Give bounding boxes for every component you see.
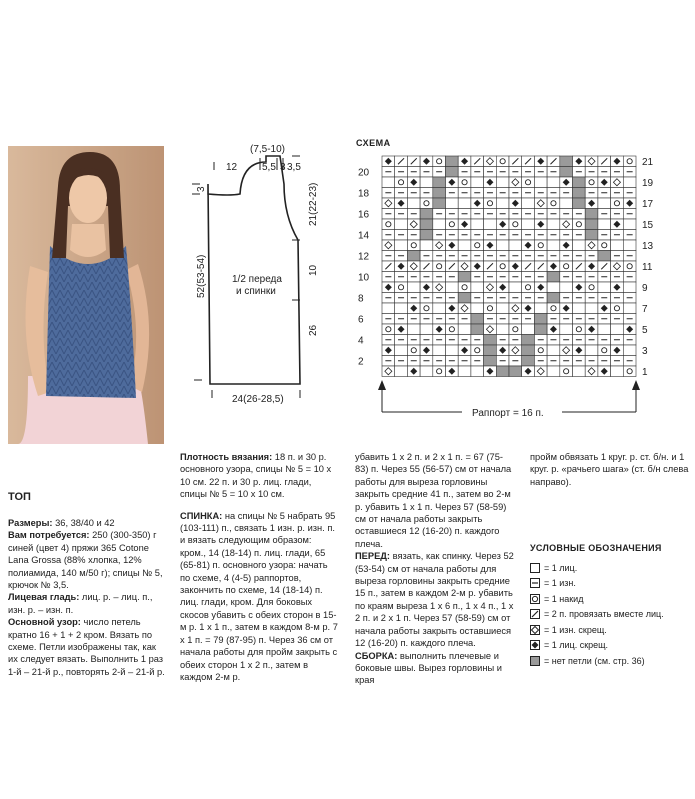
chart-cell xyxy=(420,230,433,241)
chart-cell xyxy=(407,198,420,209)
assembly-label: СБОРКА: xyxy=(355,650,398,661)
chart-cell xyxy=(560,282,573,293)
row-label-left: 20 xyxy=(358,167,370,179)
chart-cell xyxy=(496,156,509,167)
chart-cell xyxy=(496,240,509,251)
chart-cell xyxy=(446,282,459,293)
col4-value: пройм обвязать 1 круг. р. ст. б/н. и 1 круг. р. «рачьего шага» (ст. б/н слева направо). xyxy=(530,452,689,487)
need-label: Вам потребуется: xyxy=(8,530,90,541)
legend-item-label: = 2 п. провязать вместе лиц. xyxy=(544,609,664,620)
row-label-right: 3 xyxy=(642,346,648,357)
chart-cell xyxy=(623,177,636,188)
chart-cell xyxy=(382,324,395,335)
row-label-right: 7 xyxy=(642,304,648,315)
repeat-label: Раппорт = 16 п. xyxy=(472,408,544,419)
chart-cell xyxy=(458,366,471,377)
chart-cell xyxy=(573,303,586,314)
sizes-label: Размеры: xyxy=(8,518,53,528)
legend-item-knit xyxy=(530,560,690,576)
text-column-3 xyxy=(355,451,515,687)
legend-title: УСЛОВНЫЕ ОБОЗНАЧЕНИЯ xyxy=(530,543,662,553)
chart-cell xyxy=(471,345,484,356)
chart-cell xyxy=(522,198,535,209)
chart-cell xyxy=(433,219,446,230)
schem-left-height: 52(53-54) xyxy=(196,254,207,298)
chart-cell xyxy=(496,303,509,314)
schem-center-label-1: 1/2 переда xyxy=(232,274,282,285)
chart-cell xyxy=(433,156,446,167)
purl-symbol-icon xyxy=(530,578,540,588)
chart-cell xyxy=(420,219,433,230)
chart-cell xyxy=(623,156,636,167)
legend-item-yarnover xyxy=(530,591,690,607)
chart-cell xyxy=(522,324,535,335)
chart-cell xyxy=(471,314,484,325)
chart-cell xyxy=(547,303,560,314)
chart-cell xyxy=(395,177,408,188)
chart-cell xyxy=(433,303,446,314)
chart-cell xyxy=(534,177,547,188)
chart-cell xyxy=(407,345,420,356)
row-label-left: 12 xyxy=(358,251,370,263)
chart-cell xyxy=(382,177,395,188)
chart-cell xyxy=(471,219,484,230)
chart-cell xyxy=(484,356,497,367)
schem-right-armhole: 21(22-23) xyxy=(308,182,319,226)
chart-cell xyxy=(522,282,535,293)
chart-cell xyxy=(623,345,636,356)
pattern-value: число петель кратно 16 + 1 + 2 кром. Вязать по схеме. Петли изображены так, как их следует вязать. Выполнить 1 раз 1-й – 21-й р., повторять 2-й – 21-й р. xyxy=(8,617,165,677)
chart-cell xyxy=(547,282,560,293)
gauge-label: Плотность вязания: xyxy=(180,452,273,462)
chart-cell xyxy=(420,209,433,220)
legend-item-no-stitch xyxy=(530,653,690,669)
chart-cell xyxy=(458,324,471,335)
schem-top-neck: 5,5 xyxy=(262,162,276,173)
need-value: 250 (300-350) г синей (цвет 4) пряжи 365 Cotone Lana Grossa (88% хлопка, 12% полиамида, 140 м/50 г); спицы № 5, крючок № 3,5. xyxy=(8,530,163,591)
chart-cell xyxy=(433,198,446,209)
chart-cell xyxy=(471,177,484,188)
chart-cell xyxy=(420,240,433,251)
legend-item-purl xyxy=(530,576,690,592)
row-label-right: 21 xyxy=(642,157,654,168)
chart-cell xyxy=(573,366,586,377)
chart-cell xyxy=(598,324,611,335)
chart-cell xyxy=(573,219,586,230)
chart-cell xyxy=(611,240,624,251)
chart-cell xyxy=(496,198,509,209)
chart-cell xyxy=(433,261,446,272)
schem-right-bottom: 26 xyxy=(308,324,319,336)
back-label: СПИНКА: xyxy=(180,510,223,521)
row-label-left: 8 xyxy=(358,293,364,305)
schem-top-right-a: 3 xyxy=(280,162,286,173)
chart-cell xyxy=(611,324,624,335)
chart-cell xyxy=(560,261,573,272)
schem-top-left: 12 xyxy=(226,162,238,173)
chart-cell xyxy=(420,177,433,188)
chart-cell xyxy=(547,240,560,251)
chart-cell xyxy=(547,177,560,188)
chart-cell xyxy=(484,345,497,356)
chart-cell xyxy=(547,293,560,304)
chart-cell xyxy=(395,240,408,251)
legend-item-label: = 1 лиц. скрещ. xyxy=(544,640,609,651)
chart-cell xyxy=(585,303,598,314)
row-label-right: 19 xyxy=(642,178,654,189)
no-stitch-symbol-icon xyxy=(530,656,540,666)
chart-cell xyxy=(395,219,408,230)
chart-cell xyxy=(407,324,420,335)
chart-cell xyxy=(560,198,573,209)
chart-cell xyxy=(458,282,471,293)
legend-item-label: = 1 накид xyxy=(544,593,584,604)
chart-cell xyxy=(407,240,420,251)
chart-cell xyxy=(522,219,535,230)
yarnover-symbol-icon xyxy=(530,594,540,604)
chart-cell xyxy=(598,240,611,251)
sizes-value: 36, 38/40 и 42 xyxy=(55,518,115,528)
chart-cell xyxy=(585,177,598,188)
chart-cell xyxy=(623,366,636,377)
chart-cell xyxy=(395,303,408,314)
row-label-right: 15 xyxy=(642,220,654,231)
chart-cell xyxy=(395,282,408,293)
chart-cell xyxy=(547,198,560,209)
row-label-left: 2 xyxy=(358,356,364,368)
garment-schematic xyxy=(180,140,340,410)
chart-cell xyxy=(547,345,560,356)
chart-cell xyxy=(522,356,535,367)
chart-cell xyxy=(484,303,497,314)
chart-cell xyxy=(573,177,586,188)
chart-cell xyxy=(420,303,433,314)
chart-cell xyxy=(458,198,471,209)
chart-cell xyxy=(560,167,573,178)
chart-cell xyxy=(611,303,624,314)
chart-cell xyxy=(509,282,522,293)
chart-cell xyxy=(407,251,420,262)
chart-cell xyxy=(598,198,611,209)
chart-cell xyxy=(471,324,484,335)
row-label-right: 9 xyxy=(642,283,648,294)
row-label-left: 10 xyxy=(358,272,370,284)
chart-cell xyxy=(420,198,433,209)
chart-cell xyxy=(496,366,509,377)
chart-cell xyxy=(496,261,509,272)
schem-bottom-width: 24(26-28,5) xyxy=(232,394,284,405)
schem-top-neck-paren: (7,5-10) xyxy=(250,144,286,155)
chart-cell xyxy=(623,303,636,314)
chart-cell xyxy=(585,230,598,241)
chart-cell xyxy=(484,335,497,346)
chart-cell xyxy=(458,177,471,188)
chart-cell xyxy=(534,240,547,251)
chart-cell xyxy=(547,219,560,230)
chart-cell xyxy=(522,177,535,188)
chart-cell xyxy=(446,345,459,356)
chart-cell xyxy=(534,345,547,356)
chart-cell xyxy=(496,177,509,188)
col3-value: убавить 1 х 2 п. и 2 х 1 п. = 67 (75-83) п. Через 55 (56-57) см от начала работы для выреза горловины закрыть средние 41 п., затем во 2-м р. убавить 1 х 1 п. Через 57 (58-59) см от начала работы закрыть оставшиеся 12 (16-20) п. каждого плеча. xyxy=(355,452,512,549)
knit-symbol-icon xyxy=(530,563,540,573)
chart-cell xyxy=(496,324,509,335)
chart-cell xyxy=(458,293,471,304)
front-label: ПЕРЕД: xyxy=(355,551,391,562)
chart-cell xyxy=(623,219,636,230)
stitch-chart xyxy=(352,146,657,426)
chart-cell xyxy=(471,366,484,377)
row-label-right: 5 xyxy=(642,325,648,336)
schem-top-right-b: 3,5 xyxy=(287,162,301,173)
chart-cell xyxy=(433,366,446,377)
chart-cell xyxy=(471,282,484,293)
chart-cell xyxy=(509,366,522,377)
text-column-1 xyxy=(8,517,166,678)
pattern-label: Основной узор: xyxy=(8,617,81,628)
legend-item-label: = 1 лиц. xyxy=(544,562,578,573)
row-label-right: 13 xyxy=(642,241,654,252)
legend-item-twisted-purl xyxy=(530,622,690,638)
k2tog-symbol-icon xyxy=(530,609,540,619)
chart-cell xyxy=(547,272,560,283)
row-label-right: 11 xyxy=(642,262,653,273)
chart-cell xyxy=(573,240,586,251)
chart-cell xyxy=(623,261,636,272)
chart-cell xyxy=(446,167,459,178)
assembly-value: выполнить плечевые и боковые швы. Вырез горловины и края xyxy=(355,650,502,686)
chart-cell xyxy=(585,345,598,356)
chart-cell xyxy=(598,219,611,230)
chart-cell xyxy=(598,345,611,356)
article-heading: ТОП xyxy=(8,491,31,503)
chart-cell xyxy=(458,272,471,283)
schem-left-shoulder: 3 xyxy=(196,186,207,192)
row-label-left: 14 xyxy=(358,230,370,242)
schem-right-mid: 10 xyxy=(308,264,319,276)
legend-item-label: = 1 изн. скрещ. xyxy=(544,624,607,635)
chart-cell xyxy=(433,177,446,188)
chart-cell xyxy=(623,240,636,251)
twisted-knit-symbol-icon xyxy=(530,640,540,650)
chart-cell xyxy=(509,324,522,335)
gauge-value: 18 п. и 30 р. основного узора, спицы № 5 = 10 х 10 см. 22 п. и 30 р. лиц. глади, спицы № 5 = 10 х 10 см. xyxy=(180,452,332,500)
row-label-left: 4 xyxy=(358,335,364,347)
twisted-purl-symbol-icon xyxy=(530,625,540,635)
row-label-left: 16 xyxy=(358,209,370,221)
chart-cell xyxy=(623,282,636,293)
row-label-left: 18 xyxy=(358,188,370,200)
legend xyxy=(530,543,690,669)
chart-cell xyxy=(471,303,484,314)
chart-cell xyxy=(382,303,395,314)
schem-center-label-2: и спинки xyxy=(236,286,276,297)
chart-cell xyxy=(573,188,586,199)
chart-cell xyxy=(598,282,611,293)
legend-item-twisted-knit xyxy=(530,638,690,654)
chart-cell xyxy=(534,303,547,314)
chart-cell xyxy=(509,240,522,251)
legend-item-label: = нет петли (см. стр. 36) xyxy=(544,655,645,666)
text-column-2 xyxy=(180,451,340,683)
chart-cell xyxy=(509,219,522,230)
chart-cell xyxy=(446,156,459,167)
text-column-4 xyxy=(530,451,690,488)
chart-cell xyxy=(407,282,420,293)
chart-cell xyxy=(395,366,408,377)
chart-cell xyxy=(560,156,573,167)
chart-cell xyxy=(573,198,586,209)
chart-cell xyxy=(446,198,459,209)
chart-cell xyxy=(458,240,471,251)
front-value: вязать, как спинку. Через 52 (53-54) см от начала работы для выреза горловины закрыть средние 15 п., затем в каждом 2-м р. убавить по краям выреза 1 х 6 п., 1 х 4 п., 1 х 2 п. и 2 х 1 п. Через 57 (58-59) см от начала работы закрыть оставшиеся 12 (16-20) п. каждого плеча. xyxy=(355,551,514,649)
legend-item-label: = 1 изн. xyxy=(544,578,576,589)
stitch-value: лиц. р. – лиц. п., изн. р. – изн. п. xyxy=(8,592,153,615)
chart-cell xyxy=(433,188,446,199)
chart-cell xyxy=(420,324,433,335)
chart-cell xyxy=(395,345,408,356)
chart-cell xyxy=(534,324,547,335)
chart-title: СХЕМА xyxy=(356,138,391,148)
chart-cell xyxy=(547,366,560,377)
chart-cell xyxy=(446,324,459,335)
row-label-right: 17 xyxy=(642,199,654,210)
chart-cell xyxy=(522,335,535,346)
chart-cell xyxy=(560,324,573,335)
chart-cell xyxy=(585,219,598,230)
chart-cell xyxy=(611,366,624,377)
chart-cell xyxy=(484,219,497,230)
row-label-right: 1 xyxy=(642,367,648,378)
chart-cell xyxy=(573,324,586,335)
chart-cell xyxy=(420,366,433,377)
chart-cell xyxy=(585,209,598,220)
legend-item-k2tog xyxy=(530,607,690,623)
chart-cell xyxy=(611,198,624,209)
chart-cell xyxy=(560,366,573,377)
chart-cell xyxy=(598,251,611,262)
model-photo xyxy=(8,146,164,444)
chart-cell xyxy=(534,314,547,325)
row-label-left: 6 xyxy=(358,314,364,326)
back-value: на спицы № 5 набрать 95 (103-111) п., связать 1 изн. р. изн. п. и вязать следующим образом: кром., 14 (18-14) п. лиц. глади, 65 (65-81) п. основного узора: начать по схеме, 4 (4-5) раппортов, закончить по схеме, 14 (18-14) п. лиц. глади, кром. Для боковых скосов убавить с обеих сторон в 15-м р. 1 х 1 п., затем в каждом 8-м р. 7 х 1 п. = 79 (87-95) п. Через 36 см от начала работы для пройм закрыть с обеих сторон 1 х 2 п., затем в каждом 2-м р. xyxy=(180,510,338,682)
chart-cell xyxy=(446,219,459,230)
chart-cell xyxy=(471,240,484,251)
chart-cell xyxy=(382,219,395,230)
chart-cell xyxy=(585,282,598,293)
chart-cell xyxy=(522,345,535,356)
stitch-label: Лицевая гладь: xyxy=(8,592,80,603)
chart-cell xyxy=(433,345,446,356)
chart-cell xyxy=(484,198,497,209)
